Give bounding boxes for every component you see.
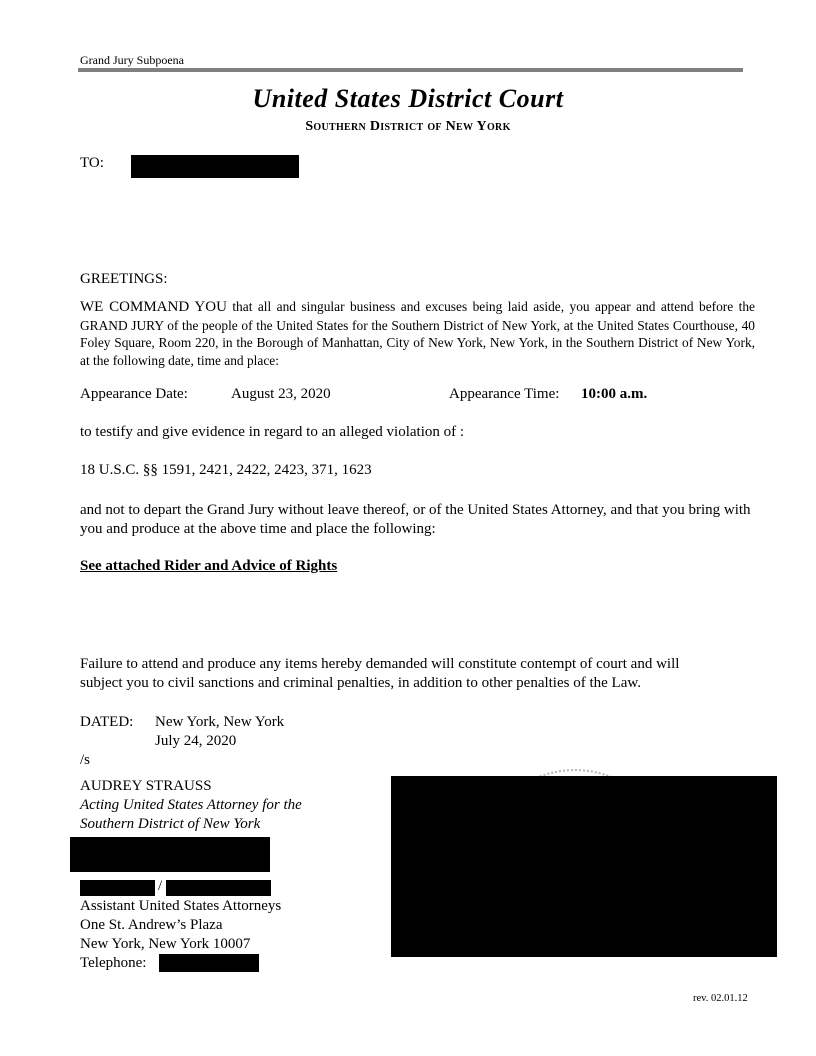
greetings: GREETINGS:	[80, 271, 168, 287]
revision-label: rev. 02.01.12	[693, 993, 748, 1004]
appearance-time-value: 10:00 a.m.	[581, 386, 648, 402]
address-line-2: New York, New York 10007	[80, 936, 251, 952]
rider-link[interactable]: See attached Rider and Advice of Rights	[80, 558, 338, 574]
failure-line-2: subject you to civil sanctions and criminal penalties, in addition to other penalties of the Law.	[80, 675, 641, 691]
telephone-redaction	[159, 954, 259, 972]
header-rule	[78, 68, 743, 72]
command-text: that all and singular business and excuses being laid aside, you appear and attend before the GRAND JURY of the people of the United States for the Southern District of New York, at the United States Courthouse, 40 Foley Square, Room 220, in the Borough of Manhattan, City of New York, New York, in the Southern District of New York, at the following date, time and place:	[80, 299, 755, 368]
court-title: United States District Court	[252, 84, 564, 113]
statutes: 18 U.S.C. §§ 1591, 2421, 2422, 2423, 371, 1623	[80, 462, 372, 478]
aua-name-redaction-2	[166, 880, 271, 896]
failure-line-1: Failure to attend and produce any items hereby demanded will constitute contempt of court and will	[80, 656, 680, 672]
signature-mark: /s	[80, 752, 91, 768]
depart-paragraph: and not to depart the Grand Jury without leave thereof, or of the United States Attorney, and that you bring with you and produce at the above time and place the following:	[80, 502, 751, 537]
appearance-date-value: August 23, 2020	[231, 386, 331, 402]
district-name: Southern District of New York	[305, 119, 511, 134]
seal-redaction	[391, 776, 777, 957]
aua-name-redaction-1	[80, 880, 155, 896]
dated-date: July 24, 2020	[155, 733, 237, 749]
signer-title-line-2: Southern District of New York	[80, 816, 261, 832]
telephone-label: Telephone:	[80, 955, 147, 971]
recipient-redaction	[131, 155, 299, 178]
dated-label: DATED:	[80, 714, 134, 730]
name-separator: /	[158, 878, 163, 894]
form-label: Grand Jury Subpoena	[80, 53, 184, 67]
dated-place: New York, New York	[155, 714, 285, 730]
appearance-date-label: Appearance Date:	[80, 386, 188, 402]
testify-text: to testify and give evidence in regard to an alleged violation of :	[80, 424, 465, 440]
signer-role: Assistant United States Attorneys	[80, 898, 282, 914]
to-label: TO:	[80, 155, 104, 171]
signature-redaction	[70, 837, 270, 872]
address-line-1: One St. Andrew’s Plaza	[80, 917, 223, 933]
signer-title-line-1: Acting United States Attorney for the	[80, 797, 302, 813]
signer-name: AUDREY STRAUSS	[80, 778, 212, 794]
command-paragraph	[80, 298, 755, 369]
command-lead: WE COMMAND YOU	[80, 299, 227, 315]
appearance-time-label: Appearance Time:	[449, 386, 560, 402]
